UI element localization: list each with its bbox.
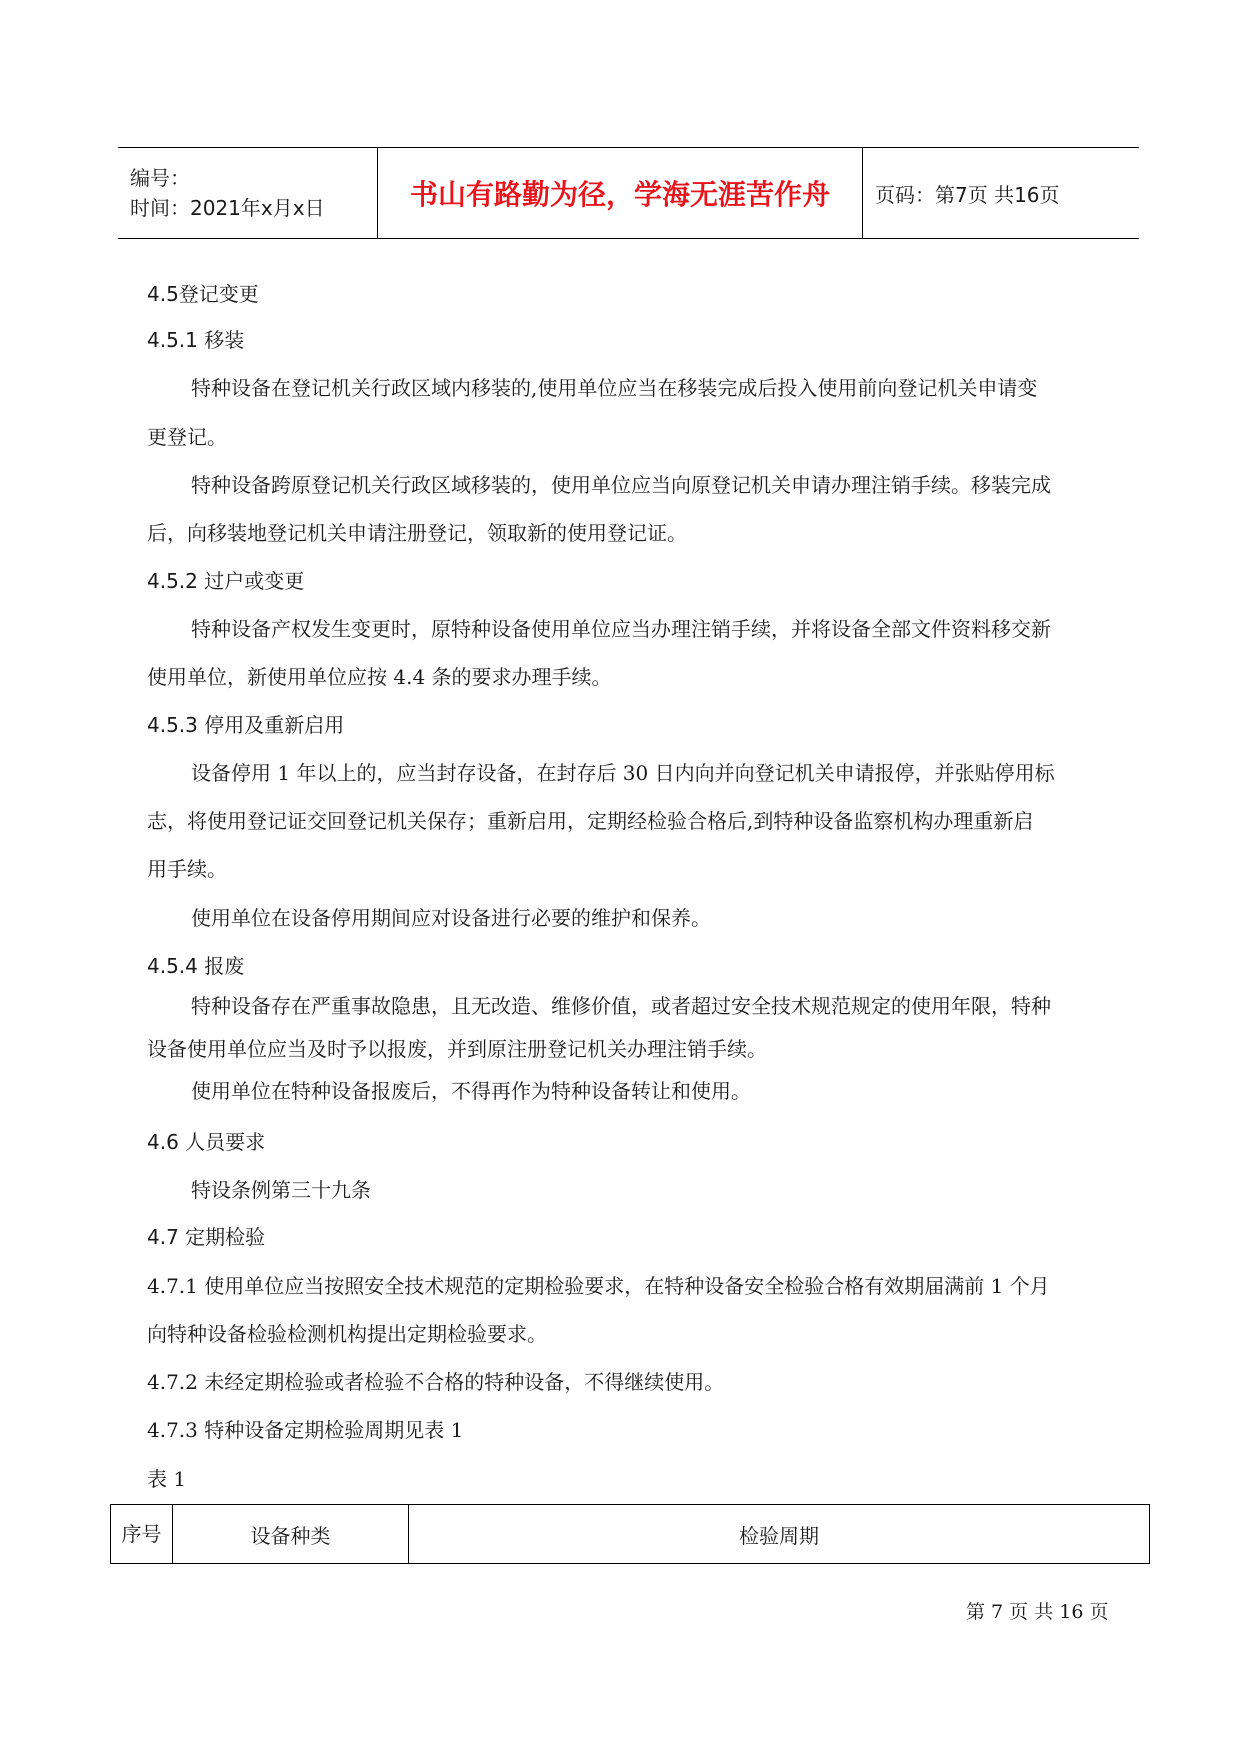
paragraph-line: 4.7.3 特种设备定期检验周期见表 1 — [147, 1418, 464, 1442]
section-heading-4-5-1: 4.5.1 移装 — [147, 328, 245, 352]
paragraph-line: 设备停用 1 年以上的，应当封存设备，在封存后 30 日内向并向登记机关申请报停，并张贴停用标 — [191, 761, 1055, 785]
paragraph-line: 用手续。 — [147, 857, 227, 881]
page-footer: 第 7 页 共 16 页 — [966, 1601, 1109, 1623]
table-caption: 表 1 — [147, 1467, 187, 1491]
paragraph-line: 特设条例第三十九条 — [191, 1178, 371, 1202]
header-motto: 书山有路勤为径，学海无涯苦作舟 — [378, 148, 863, 238]
paragraph-line: 使用单位在特种设备报废后，不得再作为特种设备转让和使用。 — [191, 1079, 751, 1103]
paragraph-line: 特种设备跨原登记机关行政区域移装的，使用单位应当向原登记机关申请办理注销手续。移装完成 — [191, 473, 1051, 497]
document-number-label: 编号： — [130, 166, 190, 190]
section-heading-4-5-4: 4.5.4 报废 — [147, 954, 245, 978]
paragraph-line: 特种设备在登记机关行政区域内移装的,使用单位应当在移装完成后投入使用前向登记机关申请变 — [191, 376, 1038, 400]
paragraph-line: 特种设备产权发生变更时，原特种设备使用单位应当办理注销手续，并将设备全部文件资料移交新 — [191, 617, 1051, 641]
paragraph-line: 特种设备存在严重事故隐患，且无改造、维修价值，或者超过安全技术规范规定的使用年限，特种 — [191, 994, 1051, 1018]
section-heading-4-5: 4.5登记变更 — [147, 282, 259, 306]
paragraph-line: 4.7.2 未经定期检验或者检验不合格的特种设备，不得继续使用。 — [147, 1370, 725, 1394]
document-time-label: 时间：2021年x月x日 — [130, 196, 325, 220]
paragraph-line: 向特种设备检验检测机构提出定期检验要求。 — [147, 1322, 547, 1346]
table-header-cell: 检验周期 — [739, 1523, 819, 1548]
paragraph-line: 使用单位，新使用单位应按 4.4 条的要求办理手续。 — [147, 665, 612, 689]
header-page-number: 页码：第7页 共16页 — [875, 182, 1060, 207]
page-header — [118, 147, 1139, 239]
paragraph-line: 使用单位在设备停用期间应对设备进行必要的维护和保养。 — [191, 906, 711, 930]
table-header-cell: 设备种类 — [173, 1505, 409, 1563]
paragraph-line: 更登记。 — [147, 425, 227, 449]
table-header-cell: 序号 — [111, 1505, 173, 1563]
paragraph-line: 设备使用单位应当及时予以报废，并到原注册登记机关办理注销手续。 — [147, 1037, 767, 1061]
paragraph-line: 4.7.1 使用单位应当按照安全技术规范的定期检验要求，在特种设备安全检验合格有效期届满前 1 个月 — [147, 1274, 1050, 1298]
section-heading-4-6: 4.6 人员要求 — [147, 1130, 266, 1154]
section-heading-4-7: 4.7 定期检验 — [147, 1225, 266, 1249]
paragraph-line: 后，向移装地登记机关申请注册登记，领取新的使用登记证。 — [147, 521, 687, 545]
header-meta — [118, 148, 378, 238]
paragraph-line: 志，将使用登记证交回登记机关保存；重新启用，定期经检验合格后,到特种设备监察机构办理重新启 — [147, 809, 1034, 833]
section-heading-4-5-3: 4.5.3 停用及重新启用 — [147, 713, 345, 737]
inspection-cycle-table — [110, 1504, 1150, 1564]
section-heading-4-5-2: 4.5.2 过户或变更 — [147, 569, 305, 593]
